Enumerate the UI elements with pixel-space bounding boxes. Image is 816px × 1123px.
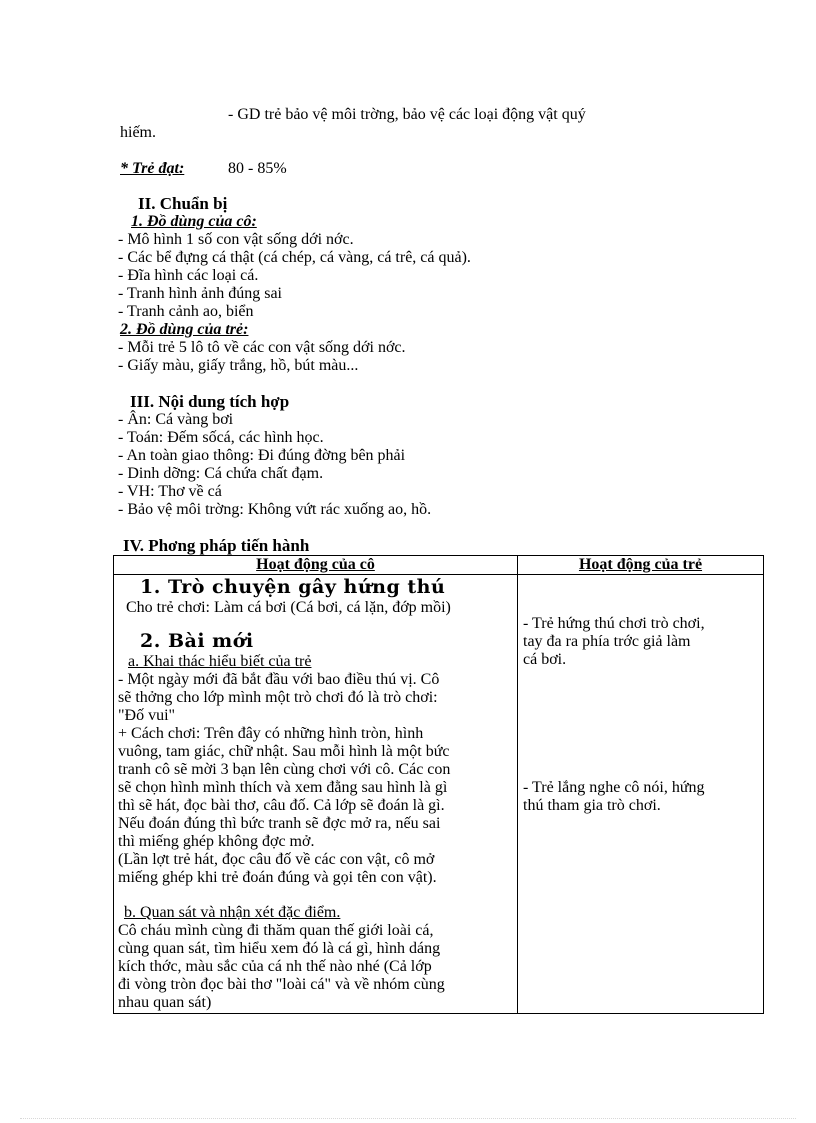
child-material-item: - Mỗi trẻ 5 lô tô về các con vật sống dới nớc. <box>118 339 406 356</box>
child-column-header: Hoạt động của trẻ <box>518 556 764 575</box>
part-b-text <box>114 922 517 1012</box>
integration-item: - Toán: Đếm sốcá, các hình học. <box>118 429 324 446</box>
achieve-value: 80 - 85% <box>228 160 287 177</box>
text-line: nhau quan sát) <box>118 994 212 1011</box>
page-bottom-divider <box>20 1118 796 1119</box>
text-line: đi vòng tròn đọc bài thơ "loài cá" và về nhóm cùng <box>118 976 445 993</box>
text-line: cá bơi. <box>523 651 567 668</box>
teacher-column-header: Hoạt động của cô <box>114 556 518 575</box>
teacher-material-item: - Các bể đựng cá thật (cá chép, cá vàng, cá trê, cá quả). <box>118 249 471 266</box>
text-line: - Một ngày mới đã bắt đầu với bao điều thú vị. Cô <box>118 671 440 688</box>
integration-item: - An toàn giao thông: Đi đúng đờng bên phải <box>118 447 406 464</box>
text-line: vuông, tam giác, chữ nhật. Sau mỗi hình là một bức <box>118 743 450 760</box>
child-response-2 <box>518 669 763 815</box>
text-line: sẽ chọn hình mình thích và xem đằng sau hình là gì <box>118 779 448 796</box>
teacher-activity-cell <box>114 575 518 1014</box>
teacher-material-item: - Đĩa hình các loại cá. <box>118 267 259 284</box>
part-a-title: a. Khai thác hiểu biết của trẻ <box>128 653 312 670</box>
part-2-title: 2. Bài mới <box>140 630 254 652</box>
activity-table <box>113 555 764 1014</box>
integration-item: - Ân: Cá vàng bơi <box>118 411 234 428</box>
goal-line-1: - GD trẻ bảo vệ môi trờng, bảo vệ các loại động vật quý <box>228 106 586 123</box>
text-line: thì sẽ hát, đọc bài thơ, câu đố. Cả lớp sẽ đoán là gì. <box>118 797 445 814</box>
integration-item: - Dinh dỡng: Cá chứa chất đạm. <box>118 465 324 482</box>
text-line: "Đố vui" <box>118 707 176 724</box>
achieve-label: * Trẻ đạt: <box>120 160 185 177</box>
text-line: tranh cô sẽ mời 3 bạn lên cùng chơi với cô. Các con <box>118 761 451 778</box>
teacher-material-item: - Tranh cảnh ao, biển <box>118 303 254 320</box>
part-a-text <box>114 671 517 887</box>
text-line: Nếu đoán đúng thì bức tranh sẽ đợc mở ra, nếu sai <box>118 815 441 832</box>
text-line: + Cách chơi: Trên đây có những hình tròn, hình <box>118 725 424 742</box>
child-activity-cell <box>518 575 764 1014</box>
text-line: tay đa ra phía trớc giả làm <box>523 633 691 650</box>
part-1-line: Cho trẻ chơi: Làm cá bơi (Cá bơi, cá lặn, đớp mồi) <box>126 599 451 616</box>
text-line: - Trẻ hứng thú chơi trò chơi, <box>523 615 705 632</box>
child-material-item: - Giấy màu, giấy trắng, hồ, bút màu... <box>118 357 359 374</box>
integration-item: - Bảo vệ môi trờng: Không vứt rác xuống ao, hồ. <box>118 501 432 518</box>
child-response-1 <box>518 575 763 669</box>
text-line: miếng ghép khi trẻ đoán đúng và gọi tên con vật). <box>118 869 437 886</box>
teacher-materials-heading: 1. Đồ dùng của cô: <box>131 213 257 230</box>
text-line: kích thớc, màu sắc của cá nh thế nào nhé (Cả lớp <box>118 958 432 975</box>
teacher-material-item: - Mô hình 1 số con vật sống dới nớc. <box>118 231 354 248</box>
text-line: - Trẻ lắng nghe cô nói, hứng <box>523 779 705 796</box>
part-1-title: 1. Trò chuyện gây hứng thú <box>140 576 446 598</box>
text-line: cùng quan sát, tìm hiểu xem đó là cá gì, hình dáng <box>118 940 441 957</box>
text-line: (Lần lợt trẻ hát, đọc câu đố về các con vật, cô mở <box>118 851 435 868</box>
goal-line-2: hiếm. <box>120 124 156 141</box>
part-b-title: b. Quan sát và nhận xét đặc điểm. <box>124 904 341 921</box>
text-line: thì miếng ghép không đợc mở. <box>118 833 315 850</box>
teacher-material-item: - Tranh hình ảnh đúng sai <box>118 285 282 302</box>
text-line: thú tham gia trò chơi. <box>523 797 661 814</box>
section-2-title: II. Chuẩn bị <box>138 194 228 213</box>
section-3-title: III. Nội dung tích hợp <box>130 392 290 411</box>
child-materials-heading: 2. Đồ dùng của trẻ: <box>120 321 249 338</box>
text-line: Cô cháu mình cùng đi thăm quan thế giới loài cá, <box>118 922 434 939</box>
text-line: sẽ thởng cho lớp mình một trò chơi đó là trò chơi: <box>118 689 438 706</box>
integration-item: - VH: Thơ về cá <box>118 483 222 500</box>
section-4-title: IV. Phơng pháp tiến hành <box>123 536 310 555</box>
